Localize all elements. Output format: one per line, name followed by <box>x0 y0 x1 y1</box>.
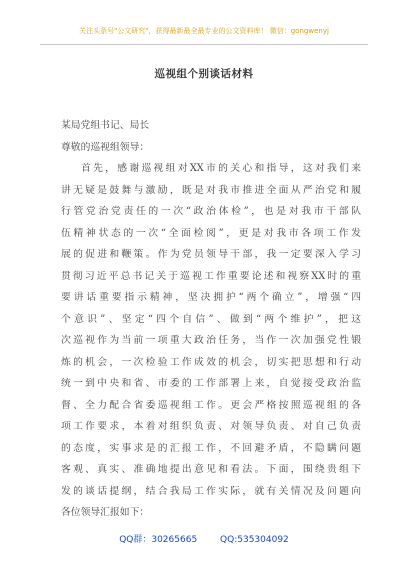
body-line: 展的促进和鞭策。作为党员领导干部，我一定要深入学习 <box>61 249 361 260</box>
body-line: 要讲话重要指示精神，坚决拥护“两个确立”，增强“四 <box>61 292 361 303</box>
body-line: 项工作要求，本着对组织负责、对领导负责、对自己负责 <box>61 421 361 432</box>
page-footer <box>0 532 408 545</box>
body-line: 督、全力配合省委巡视组工作。更会严格按照巡视组的各 <box>61 399 361 411</box>
body-line: 发的谈话提纲，结合我局工作实际，就有关情况及问题向 <box>61 485 361 497</box>
greeting-line: 尊敬的巡视组领导： <box>61 141 150 153</box>
body-line: 的态度，实事求是的汇报工作，不回避矛盾，不隐瞒问题 <box>61 442 361 454</box>
sender-line: 某局党组书记、局长 <box>61 120 150 131</box>
document-body <box>61 115 361 524</box>
qq-number-text: QQ:535304092 <box>220 535 289 545</box>
body-line: 行管党治党责任的一次“政治体检”，也是对我市干部队 <box>61 206 361 217</box>
body-line: 炼的机会，一次检验工作成效的机会，切实把思想和行动 <box>61 356 361 368</box>
body-line: 统一到中央和省、市委的工作部署上来，自觉接受政治监 <box>61 378 361 389</box>
body-line: 讲无疑是鼓舞与激励，既是对我市推进全面从严治党和履 <box>61 184 361 196</box>
document-title: 巡视组个别谈话材料 <box>154 68 254 80</box>
page-header-banner: 关注头条号"公文研究"，获得最新最全最专业的公文资料库！ 微信：gongwenyj <box>79 27 329 35</box>
header-divider <box>40 44 368 45</box>
body-line: 首先，感谢巡视组对XX市的关心和指导，这对我们来 <box>81 163 361 174</box>
body-line: 个意识”、坚定“四个自信”、做到“两个维护”，把这 <box>61 313 361 325</box>
body-line: 伍精神状态的一次“全面检阅”，更是对我市各项工作发 <box>61 227 361 239</box>
body-line: 客观、真实、准确地提出意见和看法。下面，围绕贵组下 <box>61 464 361 475</box>
qq-group-text: QQ群：30265665 <box>119 535 198 545</box>
body-line: 贯彻习近平总书记关于巡视工作重要论述和视察XX时的重 <box>61 270 361 282</box>
body-line: 各位领导汇报如下： <box>61 507 150 518</box>
body-line: 次巡视作为当前一项重大政治任务，当作一次加强党性锻 <box>61 335 361 346</box>
